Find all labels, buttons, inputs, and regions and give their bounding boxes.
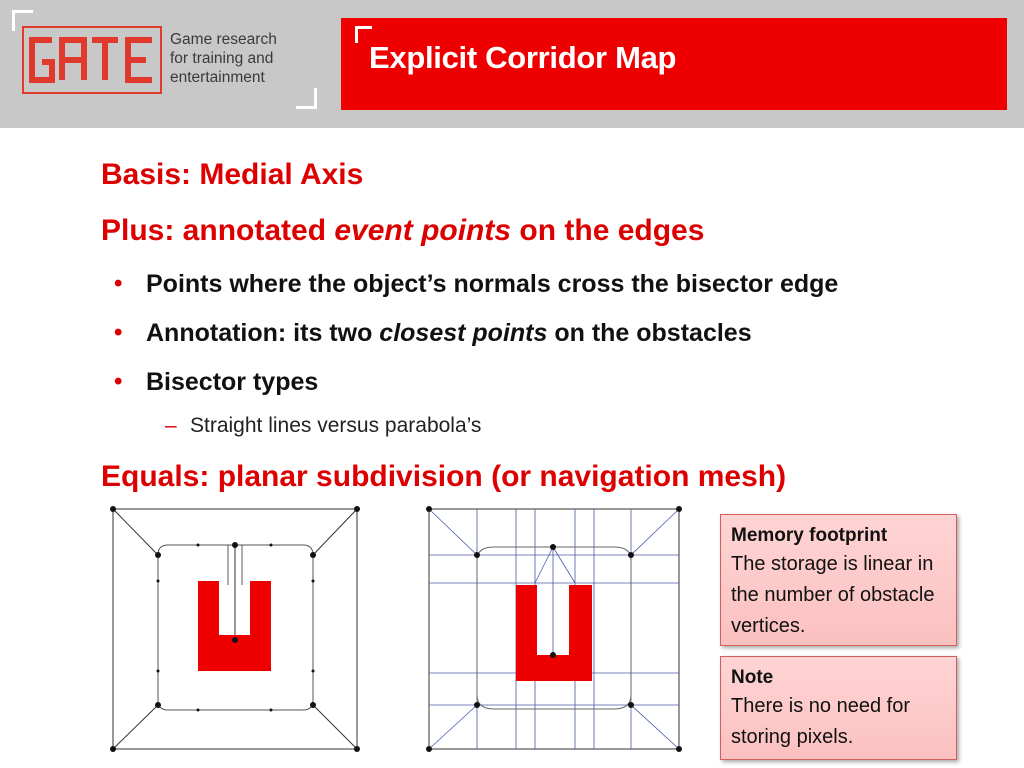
plus-line-emphasis: event points — [334, 214, 512, 247]
equals-line: Equals: planar subdivision (or navigation mesh) — [101, 460, 787, 493]
note-body: There is no need for storing pixels. — [731, 695, 910, 748]
memory-footprint-title: Memory footprint — [731, 525, 888, 546]
gate-logo-mark-icon — [22, 26, 162, 94]
bullet-3: Bisector types — [146, 368, 319, 396]
basis-line: Basis: Medial Axis — [101, 158, 364, 191]
logo-tagline — [170, 30, 277, 87]
medial-axis-figure — [108, 505, 364, 753]
gate-logo — [0, 0, 336, 128]
memory-footprint-box — [720, 514, 957, 646]
dash-icon: – — [165, 414, 177, 437]
plus-line-tail: on the edges — [511, 214, 705, 247]
sub-bullet: Straight lines versus parabola’s — [190, 414, 482, 437]
note-title: Note — [731, 667, 774, 688]
memory-footprint-body: The storage is linear in the number of obstacle vertices. — [731, 553, 935, 637]
navigation-mesh-figure — [424, 505, 686, 753]
bullet-1: Points where the object’s normals cross the bisector edge — [146, 270, 839, 298]
bullet-icon: • — [114, 319, 123, 346]
bullet-icon: • — [114, 270, 123, 297]
bullet-2-emphasis: closest points — [379, 319, 548, 347]
slide-title: Explicit Corridor Map — [369, 40, 677, 75]
bullet-2-text: Annotation: its two — [146, 319, 380, 347]
tagline-line-1: Game research — [170, 31, 277, 48]
bullet-2 — [146, 319, 752, 348]
plus-line — [101, 214, 704, 248]
note-box — [720, 656, 957, 760]
plus-line-text: Plus: annotated — [101, 214, 335, 247]
title-banner — [341, 18, 1007, 110]
tagline-line-3: entertainment — [170, 69, 265, 86]
bullet-icon: • — [114, 368, 123, 395]
bullet-2-tail: on the obstacles — [547, 319, 752, 347]
logo-bracket-bottom-right — [296, 88, 317, 109]
tagline-line-2: for training and — [170, 50, 274, 67]
